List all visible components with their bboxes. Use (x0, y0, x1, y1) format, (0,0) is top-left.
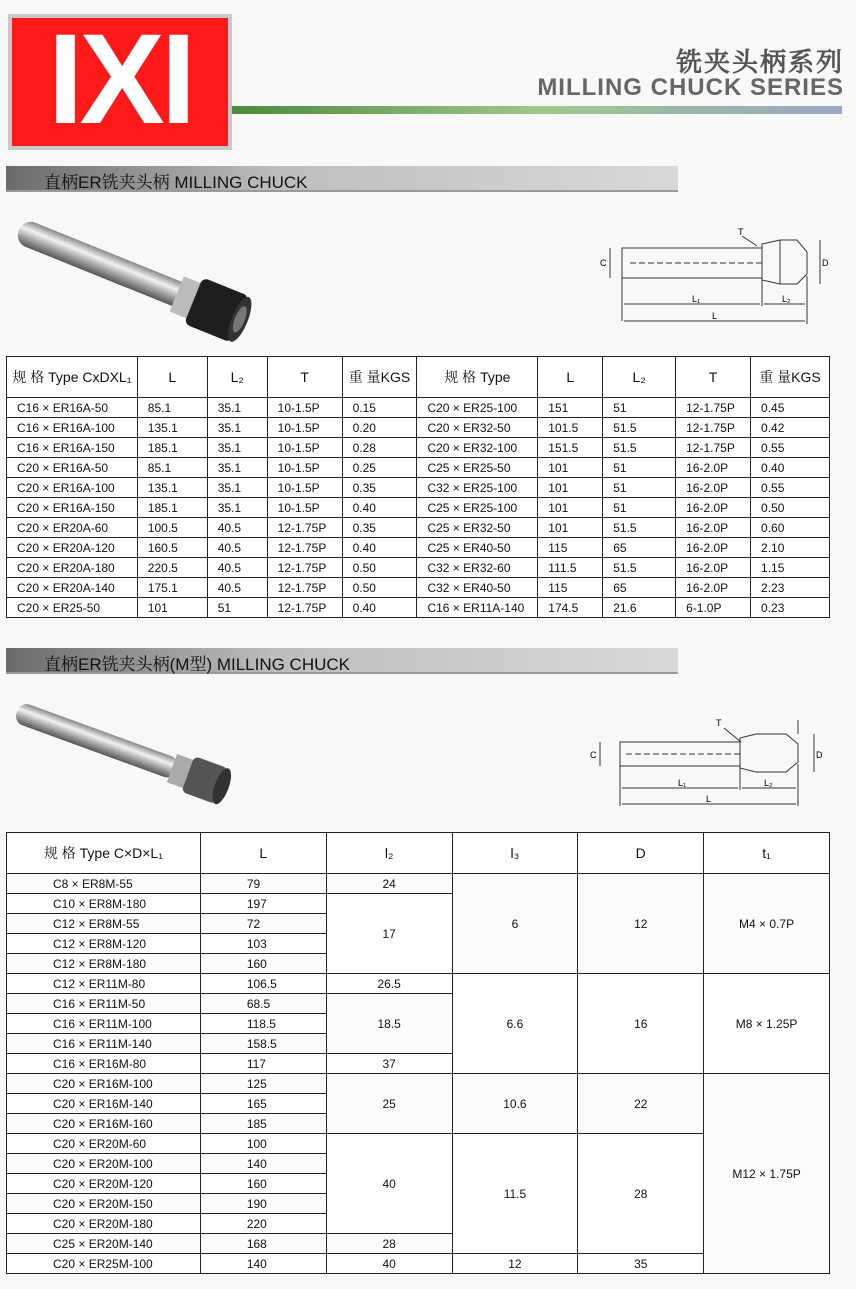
table-row (7, 1074, 830, 1094)
table-cell: C20 × ER16A-150 (7, 498, 138, 518)
length-cell: 190 (200, 1194, 326, 1214)
l3-cell: 6.6 (452, 974, 578, 1074)
type-cell: C16 × ER11M-140 (7, 1034, 201, 1054)
table-cell: 51.5 (603, 558, 676, 578)
table-cell: 0.40 (751, 458, 830, 478)
header-t1: t₁ (704, 833, 830, 874)
length-cell: 168 (200, 1234, 326, 1254)
table-cell: 0.55 (751, 478, 830, 498)
title-underline (232, 106, 842, 114)
table-cell: 10-1.5P (267, 418, 342, 438)
length-cell: 220 (200, 1214, 326, 1234)
header-weight-2: 重 量KGS (751, 357, 830, 398)
type-cell: C20 × ER20M-60 (7, 1134, 201, 1154)
table-cell: C20 × ER32-100 (417, 438, 538, 458)
table-cell: 101 (538, 498, 603, 518)
table-cell: 0.40 (342, 598, 417, 618)
table-cell: 35.1 (207, 438, 267, 458)
table-cell: 10-1.5P (267, 498, 342, 518)
label-d: D (816, 750, 823, 760)
l3-cell: 10.6 (452, 1074, 578, 1134)
table-cell: 175.1 (137, 578, 207, 598)
table-row (7, 418, 830, 438)
table-cell: 0.45 (751, 398, 830, 418)
type-cell: C10 × ER8M-180 (7, 894, 201, 914)
table-cell: C32 × ER25-100 (417, 478, 538, 498)
milling-chuck-spec-table (6, 356, 830, 618)
table-cell: 51.5 (603, 418, 676, 438)
table-cell: 40.5 (207, 538, 267, 558)
length-cell: 158.5 (200, 1034, 326, 1054)
l2-cell: 40 (326, 1254, 452, 1274)
table-cell: 40.5 (207, 518, 267, 538)
table-row (7, 438, 830, 458)
table-cell: C16 × ER16A-150 (7, 438, 138, 458)
table-cell: C25 × ER25-50 (417, 458, 538, 478)
header-weight: 重 量KGS (342, 357, 417, 398)
type-cell: C12 × ER8M-180 (7, 954, 201, 974)
table-cell: C25 × ER32-50 (417, 518, 538, 538)
table-cell: 10-1.5P (267, 478, 342, 498)
table-cell: 51 (603, 398, 676, 418)
table-row (7, 874, 830, 894)
table-cell: 16-2.0P (676, 558, 751, 578)
length-cell: 140 (200, 1154, 326, 1174)
table-cell: 160.5 (137, 538, 207, 558)
table-cell: C32 × ER32-60 (417, 558, 538, 578)
table-cell: 16-2.0P (676, 498, 751, 518)
header-type: 规 格 Type C×D×L₁ (7, 833, 201, 874)
table-cell: C20 × ER25-100 (417, 398, 538, 418)
section-banner-milling-chuck-m (6, 648, 678, 674)
l2-cell: 18.5 (326, 994, 452, 1054)
table-cell: 101 (538, 518, 603, 538)
type-cell: C20 × ER20M-120 (7, 1174, 201, 1194)
type-cell: C8 × ER8M-55 (7, 874, 201, 894)
table-cell: 101 (137, 598, 207, 618)
table-cell: C20 × ER32-50 (417, 418, 538, 438)
header-t-2: T (676, 357, 751, 398)
table-cell: C20 × ER20A-180 (7, 558, 138, 578)
table-cell: C32 × ER40-50 (417, 578, 538, 598)
label-c: C (600, 258, 607, 268)
table-cell: 0.15 (342, 398, 417, 418)
d-cell: 35 (578, 1254, 704, 1274)
table-cell: 135.1 (137, 478, 207, 498)
type-cell: C20 × ER25M-100 (7, 1254, 201, 1274)
length-cell: 185 (200, 1114, 326, 1134)
table-cell: 12-1.75P (676, 398, 751, 418)
table-row (7, 518, 830, 538)
length-cell: 197 (200, 894, 326, 914)
table-cell: 12-1.75P (267, 598, 342, 618)
type-cell: C16 × ER11M-50 (7, 994, 201, 1014)
table-cell: 40.5 (207, 578, 267, 598)
table-cell: 51 (603, 458, 676, 478)
table-cell: C20 × ER16A-50 (7, 458, 138, 478)
table-cell: 0.20 (342, 418, 417, 438)
label-c: C (590, 750, 597, 760)
l3-cell: 6 (452, 874, 578, 974)
header-type-2: 规 格 Type (417, 357, 538, 398)
table-cell: 111.5 (538, 558, 603, 578)
table-cell: 51 (603, 478, 676, 498)
table-cell: 0.50 (342, 578, 417, 598)
milling-chuck-drawing (592, 226, 842, 330)
length-cell: 165 (200, 1094, 326, 1114)
table-row (7, 398, 830, 418)
table-cell: 10-1.5P (267, 458, 342, 478)
d-cell: 12 (578, 874, 704, 974)
table-cell: 16-2.0P (676, 458, 751, 478)
label-l: L (712, 311, 718, 321)
t1-cell: M4 × 0.7P (704, 874, 830, 974)
table-row (7, 598, 830, 618)
table-row (7, 974, 830, 994)
label-d: D (822, 258, 829, 268)
table-cell: 16-2.0P (676, 578, 751, 598)
label-l1: L₁ (678, 778, 687, 788)
type-cell: C20 × ER20M-180 (7, 1214, 201, 1234)
table-cell: C20 × ER20A-60 (7, 518, 138, 538)
header-l2: L₂ (207, 357, 267, 398)
table-cell: 51 (603, 498, 676, 518)
type-cell: C12 × ER8M-55 (7, 914, 201, 934)
l2-cell: 28 (326, 1234, 452, 1254)
table-cell: 12-1.75P (267, 558, 342, 578)
l2-cell: 17 (326, 894, 452, 974)
table-cell: 0.50 (751, 498, 830, 518)
table-header-row (7, 357, 830, 398)
table-cell: 0.40 (342, 538, 417, 558)
l2-cell: 24 (326, 874, 452, 894)
type-cell: C16 × ER11M-100 (7, 1014, 201, 1034)
header-type: 规 格 Type CxDXL₁ (7, 357, 138, 398)
page-title-en: MILLING CHUCK SERIES (537, 74, 844, 101)
table-cell: 16-2.0P (676, 478, 751, 498)
label-l1: L₁ (692, 294, 701, 304)
table-cell: 65 (603, 578, 676, 598)
table-cell: C20 × ER20A-140 (7, 578, 138, 598)
d-cell: 16 (578, 974, 704, 1074)
table-cell: 12-1.75P (676, 438, 751, 458)
table-cell: 2.10 (751, 538, 830, 558)
table-row (7, 458, 830, 478)
header-l: L (137, 357, 207, 398)
brand-logo (8, 8, 232, 151)
table-cell: 35.1 (207, 498, 267, 518)
label-t: T (716, 718, 722, 728)
table-cell: 0.42 (751, 418, 830, 438)
length-cell: 72 (200, 914, 326, 934)
milling-chuck-m-drawing (586, 714, 836, 814)
length-cell: 103 (200, 934, 326, 954)
table-row (7, 558, 830, 578)
table-cell: 10-1.5P (267, 438, 342, 458)
header-l-2: L (538, 357, 603, 398)
table-cell: 21.6 (603, 598, 676, 618)
section-banner-milling-chuck (6, 166, 678, 192)
table-header-row (7, 833, 830, 874)
d-cell: 28 (578, 1134, 704, 1254)
milling-chuck-m-photo (10, 696, 240, 806)
label-l2: L₂ (782, 294, 791, 304)
table-cell: 151 (538, 398, 603, 418)
table-cell: C16 × ER16A-50 (7, 398, 138, 418)
section-title: 直柄ER铣夹头柄 MILLING CHUCK (44, 173, 308, 192)
l3-cell: 11.5 (452, 1134, 578, 1254)
table-cell: C20 × ER20A-120 (7, 538, 138, 558)
table-cell: 35.1 (207, 478, 267, 498)
l2-cell: 25 (326, 1074, 452, 1134)
type-cell: C12 × ER11M-80 (7, 974, 201, 994)
table-cell: 135.1 (137, 418, 207, 438)
header-t: T (267, 357, 342, 398)
type-cell: C16 × ER16M-80 (7, 1054, 201, 1074)
table-cell: 0.50 (342, 558, 417, 578)
table-cell: C25 × ER40-50 (417, 538, 538, 558)
table-cell: 174.5 (538, 598, 603, 618)
table-cell: 0.55 (751, 438, 830, 458)
table-cell: 65 (603, 538, 676, 558)
type-cell: C20 × ER20M-150 (7, 1194, 201, 1214)
length-cell: 79 (200, 874, 326, 894)
table-cell: 40.5 (207, 558, 267, 578)
length-cell: 100 (200, 1134, 326, 1154)
length-cell: 118.5 (200, 1014, 326, 1034)
table-cell: 101 (538, 478, 603, 498)
table-cell: C16 × ER16A-100 (7, 418, 138, 438)
label-t: T (738, 227, 744, 237)
header-l3: l₃ (452, 833, 578, 874)
table-cell: 12-1.75P (267, 578, 342, 598)
l2-cell: 26.5 (326, 974, 452, 994)
section-title: 直柄ER铣夹头柄(M型) MILLING CHUCK (44, 655, 351, 674)
header-l2: l₂ (326, 833, 452, 874)
t1-cell: M12 × 1.75P (704, 1074, 830, 1274)
table-cell: C20 × ER16A-100 (7, 478, 138, 498)
table-cell: 51.5 (603, 438, 676, 458)
table-cell: 101 (538, 458, 603, 478)
table-cell: 35.1 (207, 398, 267, 418)
length-cell: 106.5 (200, 974, 326, 994)
table-cell: 0.28 (342, 438, 417, 458)
t1-cell: M8 × 1.25P (704, 974, 830, 1074)
table-cell: 12-1.75P (676, 418, 751, 438)
table-cell: 0.60 (751, 518, 830, 538)
type-cell: C12 × ER8M-120 (7, 934, 201, 954)
length-cell: 125 (200, 1074, 326, 1094)
table-cell: C25 × ER25-100 (417, 498, 538, 518)
type-cell: C20 × ER16M-140 (7, 1094, 201, 1114)
table-cell: 0.40 (342, 498, 417, 518)
type-cell: C20 × ER20M-100 (7, 1154, 201, 1174)
table-cell: 1.15 (751, 558, 830, 578)
table-cell: 0.35 (342, 478, 417, 498)
table-cell: 51.5 (603, 518, 676, 538)
table-cell: 185.1 (137, 438, 207, 458)
label-l2: L₂ (764, 778, 773, 788)
table-cell: 0.35 (342, 518, 417, 538)
type-cell: C20 × ER16M-100 (7, 1074, 201, 1094)
table-cell: 85.1 (137, 398, 207, 418)
logo-text: IXI (47, 8, 193, 151)
table-cell: 16-2.0P (676, 538, 751, 558)
header-l2-2: L₂ (603, 357, 676, 398)
table-row (7, 578, 830, 598)
length-cell: 117 (200, 1054, 326, 1074)
table-row (7, 498, 830, 518)
table-cell: 6-1.0P (676, 598, 751, 618)
l2-cell: 40 (326, 1134, 452, 1234)
table-cell: 115 (538, 538, 603, 558)
table-cell: C16 × ER11A-140 (417, 598, 538, 618)
table-cell: 0.25 (342, 458, 417, 478)
length-cell: 68.5 (200, 994, 326, 1014)
type-cell: C20 × ER16M-160 (7, 1114, 201, 1134)
table-cell: 10-1.5P (267, 398, 342, 418)
table-cell: 0.23 (751, 598, 830, 618)
type-cell: C25 × ER20M-140 (7, 1234, 201, 1254)
table-cell: 220.5 (137, 558, 207, 578)
l2-cell: 37 (326, 1054, 452, 1074)
table-cell: 12-1.75P (267, 518, 342, 538)
table-cell: 51 (207, 598, 267, 618)
length-cell: 140 (200, 1254, 326, 1274)
table-cell: 12-1.75P (267, 538, 342, 558)
milling-chuck-photo (10, 212, 260, 342)
length-cell: 160 (200, 954, 326, 974)
table-cell: 151.5 (538, 438, 603, 458)
table-cell: 185.1 (137, 498, 207, 518)
table-cell: 85.1 (137, 458, 207, 478)
milling-chuck-m-spec-table (6, 832, 830, 1274)
table-cell: C20 × ER25-50 (7, 598, 138, 618)
table-cell: 115 (538, 578, 603, 598)
length-cell: 160 (200, 1174, 326, 1194)
table-cell: 35.1 (207, 458, 267, 478)
table-cell: 35.1 (207, 418, 267, 438)
table-cell: 101.5 (538, 418, 603, 438)
table-row (7, 478, 830, 498)
header-d: D (578, 833, 704, 874)
page-title-cn: 铣夹头柄系列 (675, 47, 844, 77)
d-cell: 22 (578, 1074, 704, 1134)
header-l: L (200, 833, 326, 874)
table-cell: 100.5 (137, 518, 207, 538)
table-row (7, 538, 830, 558)
table-cell: 16-2.0P (676, 518, 751, 538)
label-l: L (706, 794, 712, 804)
table-cell: 2.23 (751, 578, 830, 598)
l3-cell: 12 (452, 1254, 578, 1274)
